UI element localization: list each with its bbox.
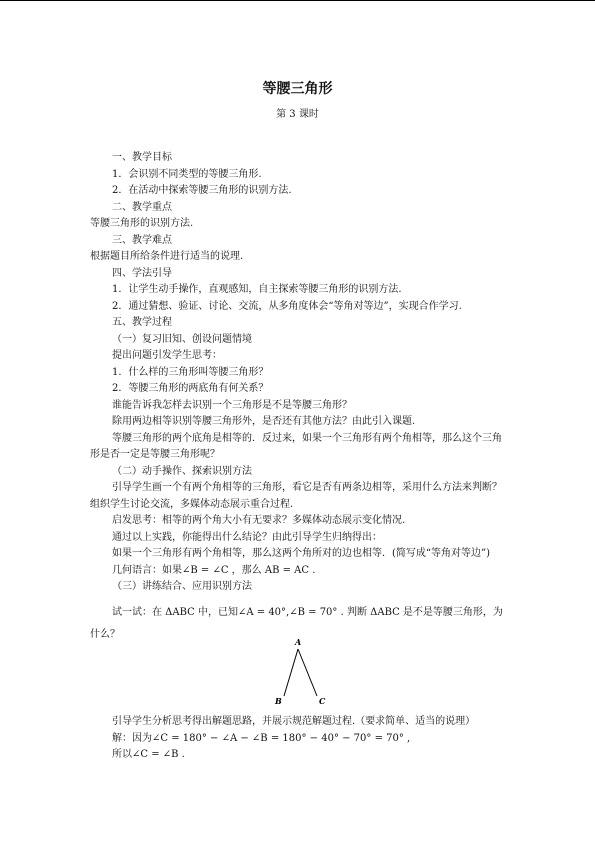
vertex-label-b: B [275,696,282,706]
exercise-question: 试一试：在 ΔABC 中，已知∠A = 40°,∠B = 70° . 判断 ΔABC 是不是等腰三角形，为什么？ [90,606,503,640]
subsection-heading: （三）讲练结合、应用识别方法 [112,581,252,592]
lesson-subtitle: 第 3 课时 [276,109,319,120]
list-item: 2．通过猜想、验证、讨论、交流，从多角度体会“等角对等边”，实现合作学习. [112,300,462,312]
paragraph: 等腰三角形的识别方法. [90,218,194,229]
side-ab [284,649,298,696]
page-title: 等腰三角形 [262,81,333,97]
section-heading: 五、教学过程 [112,317,172,328]
paragraph: 通过以上实践，你能得出什么结论？由此引导学生归纳得出： [112,531,382,543]
paragraph: 提出问题引发学生思考： [112,350,222,361]
vertex-label-c: C [319,696,326,706]
vertex-label-a: A [295,637,302,647]
top-rule [0,0,595,1]
list-item: 2．在活动中探索等腰三角形的识别方法. [112,185,292,196]
theorem-statement: 如果一个三角形有两个角相等，那么这两个角所对的边也相等．(简写成“等角对等边”) [112,548,491,559]
triangle-figure [262,636,342,708]
solution-line: 解：因为∠C = 180° − ∠A − ∠B = 180° − 40° − 70° = 70° , [112,732,411,744]
subsection-heading: （一）复习旧知、创设问题情境 [112,333,252,345]
paragraph: 谁能告诉我怎样去识别一个三角形是不是等腰三角形？ [112,399,352,411]
paragraph: 启发思考：相等的两个角大小有无要求？多媒体动态展示变化情况. [112,515,406,526]
list-item: 1．什么样的三角形叫等腰三角形？ [112,366,269,378]
document-body [90,150,508,646]
paragraph: 引导学生分析思考得出解题思路，并展示规范解题过程.（要求简单、适当的说理） [112,716,476,727]
paragraph: 根据题目所给条件进行适当的说理. [90,251,244,262]
solution-section [90,714,508,764]
list-item: 1．会识别不同类型的等腰三角形. [112,168,262,180]
section-heading: 三、教学难点 [112,234,172,246]
paragraph: 引导学生画一个有两个角相等的三角形，看它是否有两条边相等，采用什么方法来判断？组织学生讨论交流，多媒体动态展示重合过程. [90,482,502,510]
section-heading: 四、学法引导 [112,267,172,279]
paragraph: 除用两边相等识别等腰三角形外，是否还有其他方法？由此引入课题. [112,416,416,427]
solution-line: 所以∠C = ∠B . [112,749,185,760]
section-heading: 二、教学重点 [112,201,172,213]
paragraph: 等腰三角形的两个底角是相等的．反过来，如果一个三角形有两个角相等，那么这个三角形是否一定是等腰三角形呢？ [90,432,502,460]
list-item: 2．等腰三角形的两底角有何关系？ [112,383,269,394]
list-item: 1．让学生动手操作，直观感知，自主探索等腰三角形的识别方法. [112,284,402,295]
subsection-heading: （二）动手操作、探索识别方法 [112,465,252,477]
side-ac [298,649,317,696]
geometry-statement: 几何语言：如果∠B = ∠C ，那么 AB = AC . [112,564,316,576]
section-heading: 一、教学目标 [112,152,172,163]
